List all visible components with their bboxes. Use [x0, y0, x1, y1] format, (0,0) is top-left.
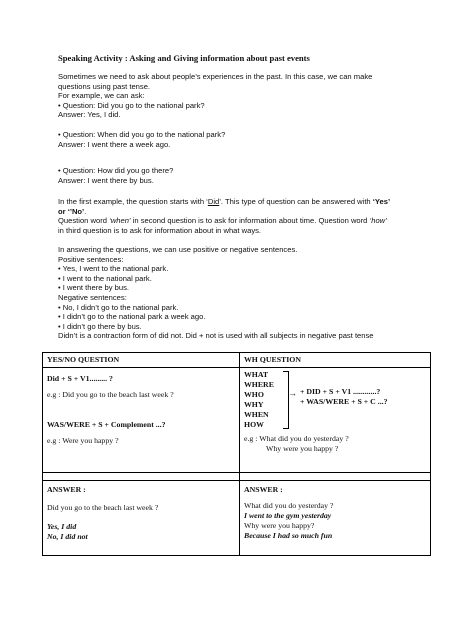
answer-label: ANSWER : [244, 485, 283, 494]
answer-response: Because I had so much fun [244, 531, 333, 540]
wh-word: WHY [244, 400, 264, 409]
was-were-example: e.g : Were you happy ? [47, 436, 119, 445]
wh-word: WHAT [244, 370, 269, 379]
grammar-table [42, 352, 431, 556]
example-block [58, 166, 173, 185]
intro-line: For example, we can ask: [58, 91, 145, 101]
explanation-paragraph [58, 197, 390, 235]
yes-no-question-cell [43, 368, 240, 473]
example-question: • Question: Did you go to the national park? [58, 100, 205, 110]
wh-word: WHEN [244, 410, 269, 419]
answer-question: What did you do yesterday ? [244, 501, 334, 510]
yes-no-example: e.g : Did you go to the beach last week ? [47, 390, 174, 399]
answer-yes: Yes, I did [47, 522, 77, 531]
wh-formula-was-were: + WAS/WERE + S + C ...? [300, 397, 388, 406]
answer-response: I went to the gym yesterday [244, 511, 332, 520]
wh-answer-cell [240, 481, 431, 556]
positive-label: Positive sentences: [58, 254, 124, 264]
negative-label: Negative sentences: [58, 292, 127, 302]
example-question: • Question: When did you go to the national park? [58, 130, 226, 139]
list-item: • I didn’t go there by bus. [58, 321, 142, 331]
bracket-line [283, 428, 289, 429]
list-item: • Yes, I went to the national park. [58, 264, 169, 274]
explanation-line: Question word ‘when’ in second question is to ask for information about time. Question word ‘how’ [58, 216, 387, 226]
yes-no-formula: Did + S + V1......... ? [47, 374, 113, 383]
list-item: • I went there by bus. [58, 283, 130, 293]
answer-label: ANSWER : [47, 485, 86, 494]
wh-example: e.g : What did you do yesterday ? [244, 434, 349, 443]
usage-note: Didn’t is a contraction form of did not. Did + not is used with all subjects in negative past tense [58, 331, 374, 341]
explanation-line: in third question is to ask for information about in what ways. [58, 225, 262, 235]
answer-question: Why were you happy? [244, 521, 315, 530]
table-header-wh: WH QUESTION [240, 353, 431, 368]
intro-line: Sometimes we need to ask about people’s experiences in the past. In this case, we can make [58, 72, 373, 81]
list-item: • I went to the national park. [58, 273, 152, 283]
explanation-line: or ‘’No’. [58, 206, 87, 216]
was-were-formula: WAS/WERE + S + Complement ...? [47, 420, 166, 429]
usage-intro: In answering the questions, we can use positive or negative sentences. [58, 245, 298, 254]
table-spacer [240, 473, 431, 481]
usage-paragraph [58, 245, 374, 341]
table-header-yes-no: YES/NO QUESTION [43, 353, 240, 368]
wh-formula-did: + DID + S + V1 ............? [300, 387, 381, 396]
wh-question-cell [240, 368, 431, 473]
wh-word: WHO [244, 390, 264, 399]
wh-word-list [244, 370, 274, 430]
answer-no: No, I did not [47, 532, 88, 541]
example-answer: Answer: I went there by bus. [58, 175, 154, 185]
list-item: • No, I didn’t go to the national park. [58, 302, 179, 312]
explanation-line: In the first example, the question starts with ‘Did’. This type of question can be answered with ‘Yes’ [58, 197, 391, 206]
list-item: • I didn’t go to the national park a week ago. [58, 312, 206, 322]
bracket-line [288, 371, 289, 429]
yes-no-answer-cell [43, 481, 240, 556]
example-question: • Question: How did you go there? [58, 166, 174, 175]
intro-paragraph [58, 72, 372, 120]
answer-question: Did you go to the beach last week ? [47, 503, 159, 512]
wh-word: HOW [244, 420, 264, 429]
arrow-icon: → [288, 388, 297, 398]
bracket-line [283, 371, 289, 372]
wh-word: WHERE [244, 380, 274, 389]
table-spacer [43, 473, 240, 481]
example-block [58, 130, 225, 149]
example-answer: Answer: Yes, I did. [58, 110, 121, 120]
intro-line: questions using past tense. [58, 81, 151, 91]
wh-example: Why were you happy ? [266, 444, 339, 453]
page-title: Speaking Activity : Asking and Giving information about past events [58, 53, 310, 63]
example-answer: Answer: I went there a week ago. [58, 139, 171, 149]
